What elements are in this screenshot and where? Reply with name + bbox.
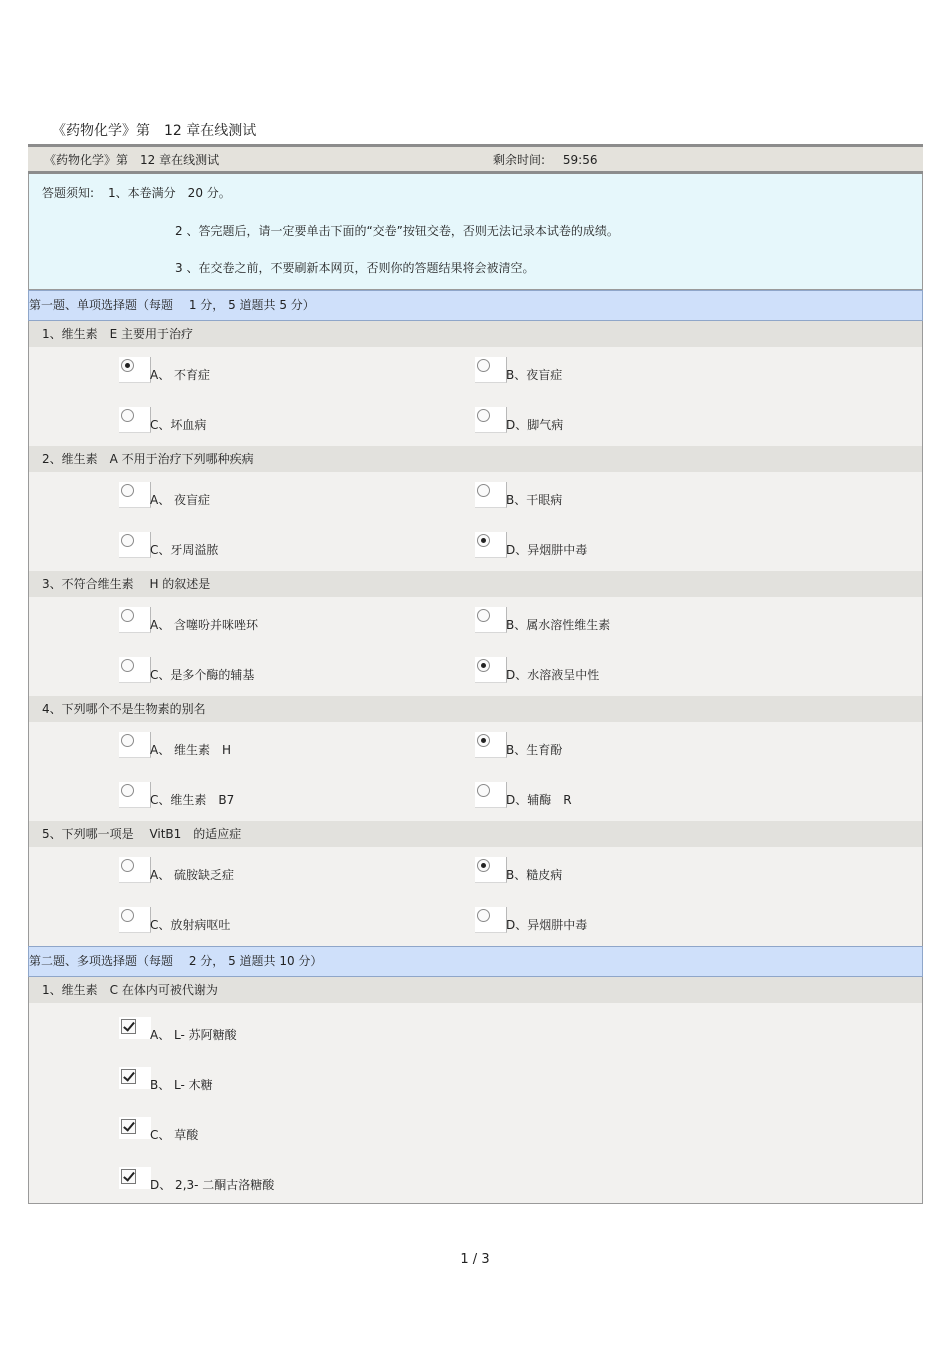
radio-button[interactable]	[475, 907, 507, 933]
option-label: D、异烟肼中毒	[506, 543, 588, 557]
radio-option[interactable]	[119, 407, 419, 435]
radio-empty-icon	[121, 534, 134, 547]
checkbox[interactable]	[119, 1067, 151, 1089]
radio-option[interactable]	[119, 782, 419, 810]
page-number: 1 / 3	[460, 1252, 490, 1267]
radio-button[interactable]	[119, 607, 151, 633]
radio-button[interactable]	[119, 657, 151, 683]
radio-button[interactable]	[119, 857, 151, 883]
radio-option[interactable]	[119, 482, 419, 510]
question-options	[29, 347, 922, 446]
question-options	[29, 597, 922, 696]
question-title	[29, 571, 922, 597]
radio-button[interactable]	[475, 482, 507, 508]
instruction-line-3: 3 、在交卷之前，不要刷新本网页，否则你的答题结果将会被清空。	[175, 261, 535, 275]
radio-selected-icon	[121, 359, 134, 372]
instructions-label: 答题须知:	[42, 186, 95, 200]
radio-option[interactable]	[475, 357, 775, 385]
option-label: A、 含噻吩并咪唑环	[150, 618, 259, 632]
question-text: 3、不符合维生素 H 的叙述是	[42, 577, 211, 591]
radio-empty-icon	[477, 359, 490, 372]
radio-empty-icon	[121, 909, 134, 922]
radio-empty-icon	[121, 859, 134, 872]
option-label: A、 L- 苏阿糖酸	[150, 1028, 237, 1042]
section-title: 第二题、多项选择题（每题 2 分， 5 道题共 10 分）	[29, 954, 323, 968]
section-multi-choice-header	[28, 946, 923, 977]
radio-button[interactable]	[119, 357, 151, 383]
radio-button[interactable]	[475, 357, 507, 383]
instruction-line-2: 2 、答完题后，请一定要单击下面的“交卷”按钮交卷，否则无法记录本试卷的成绩。	[175, 224, 619, 238]
radio-empty-icon	[121, 484, 134, 497]
timer	[493, 151, 597, 168]
option-label: A、 硫胺缺乏症	[150, 868, 235, 882]
radio-button[interactable]	[475, 607, 507, 633]
radio-empty-icon	[121, 659, 134, 672]
option-label: C、是多个酶的辅基	[150, 668, 255, 682]
option-label: C、牙周溢脓	[150, 543, 219, 557]
radio-option[interactable]	[119, 657, 419, 685]
radio-option[interactable]	[475, 482, 775, 510]
checkbox[interactable]	[119, 1167, 151, 1189]
radio-option[interactable]	[119, 532, 419, 560]
option-label: A、 不育症	[150, 368, 211, 382]
question-text: 1、维生素 C 在体内可被代谢为	[42, 983, 218, 997]
question-text: 5、下列哪一项是 VitB1 的适应症	[42, 827, 242, 841]
option-label: C、放射病呕吐	[150, 918, 231, 932]
question-title	[29, 696, 922, 722]
question-title	[29, 977, 922, 1003]
checkmark-icon	[121, 1119, 136, 1134]
radio-button[interactable]	[119, 482, 151, 508]
radio-empty-icon	[477, 609, 490, 622]
timer-value: 59:56	[562, 153, 598, 167]
checkmark-icon	[121, 1069, 136, 1084]
quiz-title: 《药物化学》第 12 章在线测试	[44, 153, 220, 167]
radio-button[interactable]	[475, 732, 507, 758]
radio-option[interactable]	[475, 907, 775, 935]
timer-label: 剩余时间:	[493, 153, 546, 167]
radio-selected-icon	[477, 859, 490, 872]
option-label: D、水溶液呈中性	[506, 668, 600, 682]
option-label: C、维生素 B7	[150, 793, 235, 807]
radio-option[interactable]	[475, 782, 775, 810]
question-options	[29, 1003, 922, 1203]
instructions-panel	[28, 174, 923, 290]
radio-empty-icon	[121, 609, 134, 622]
radio-option[interactable]	[475, 532, 775, 560]
radio-option[interactable]	[475, 657, 775, 685]
option-label: B、糙皮病	[506, 868, 563, 882]
radio-button[interactable]	[119, 407, 151, 433]
checkbox-option[interactable]	[119, 1017, 419, 1047]
question-title	[29, 821, 922, 847]
radio-empty-icon	[477, 484, 490, 497]
quiz-frame	[28, 144, 923, 1204]
radio-button[interactable]	[119, 782, 151, 808]
multi-choice-questions	[28, 977, 923, 1204]
radio-option[interactable]	[475, 857, 775, 885]
question-text: 1、维生素 E 主要用于治疗	[42, 327, 194, 341]
option-label: C、 草酸	[150, 1128, 199, 1142]
section-title: 第一题、单项选择题（每题 1 分， 5 道题共 5 分）	[29, 298, 315, 312]
option-label: B、 L- 木糖	[150, 1078, 213, 1092]
radio-option[interactable]	[119, 732, 419, 760]
radio-selected-icon	[477, 659, 490, 672]
option-label: B、夜盲症	[506, 368, 563, 382]
radio-option[interactable]	[119, 607, 419, 635]
option-label: B、生育酚	[506, 743, 563, 757]
radio-button[interactable]	[475, 657, 507, 683]
question-title	[29, 446, 922, 472]
checkbox-option[interactable]	[119, 1167, 419, 1197]
radio-button[interactable]	[475, 782, 507, 808]
option-label: D、异烟肼中毒	[506, 918, 588, 932]
radio-option[interactable]	[119, 857, 419, 885]
radio-empty-icon	[477, 409, 490, 422]
option-label: A、 夜盲症	[150, 493, 211, 507]
option-label: D、辅酶 R	[506, 793, 572, 807]
question-text: 4、下列哪个不是生物素的别名	[42, 702, 206, 716]
section-single-choice-header	[28, 290, 923, 321]
option-label: B、干眼病	[506, 493, 563, 507]
radio-empty-icon	[121, 409, 134, 422]
document-title: 《药物化学》第 12 章在线测试	[52, 123, 257, 139]
radio-button[interactable]	[475, 857, 507, 883]
quiz-header	[28, 144, 923, 174]
checkmark-icon	[121, 1169, 136, 1184]
radio-option[interactable]	[475, 407, 775, 435]
option-label: D、 2,3- 二酮古洛糖酸	[150, 1178, 275, 1192]
checkbox[interactable]	[119, 1017, 151, 1039]
option-label: D、脚气病	[506, 418, 564, 432]
radio-option[interactable]	[475, 607, 775, 635]
option-label: A、 维生素 H	[150, 743, 232, 757]
checkmark-icon	[121, 1019, 136, 1034]
radio-empty-icon	[121, 734, 134, 747]
question-options	[29, 847, 922, 946]
radio-empty-icon	[477, 909, 490, 922]
checkbox[interactable]	[119, 1117, 151, 1139]
question-options	[29, 472, 922, 571]
option-label: B、属水溶性维生素	[506, 618, 611, 632]
checkbox-option[interactable]	[119, 1067, 419, 1097]
radio-button[interactable]	[475, 532, 507, 558]
radio-button[interactable]	[119, 532, 151, 558]
radio-empty-icon	[477, 784, 490, 797]
checkbox-option[interactable]	[119, 1117, 419, 1147]
radio-selected-icon	[477, 534, 490, 547]
radio-option[interactable]	[119, 357, 419, 385]
radio-selected-icon	[477, 734, 490, 747]
radio-button[interactable]	[475, 407, 507, 433]
instruction-line-1: 1、本卷满分 20 分。	[108, 186, 231, 200]
radio-option[interactable]	[475, 732, 775, 760]
question-title	[29, 321, 922, 347]
radio-option[interactable]	[119, 907, 419, 935]
question-text: 2、维生素 A 不用于治疗下列哪种疾病	[42, 452, 254, 466]
radio-button[interactable]	[119, 732, 151, 758]
radio-empty-icon	[121, 784, 134, 797]
radio-button[interactable]	[119, 907, 151, 933]
question-options	[29, 722, 922, 821]
option-label: C、坏血病	[150, 418, 207, 432]
single-choice-questions	[28, 321, 923, 946]
